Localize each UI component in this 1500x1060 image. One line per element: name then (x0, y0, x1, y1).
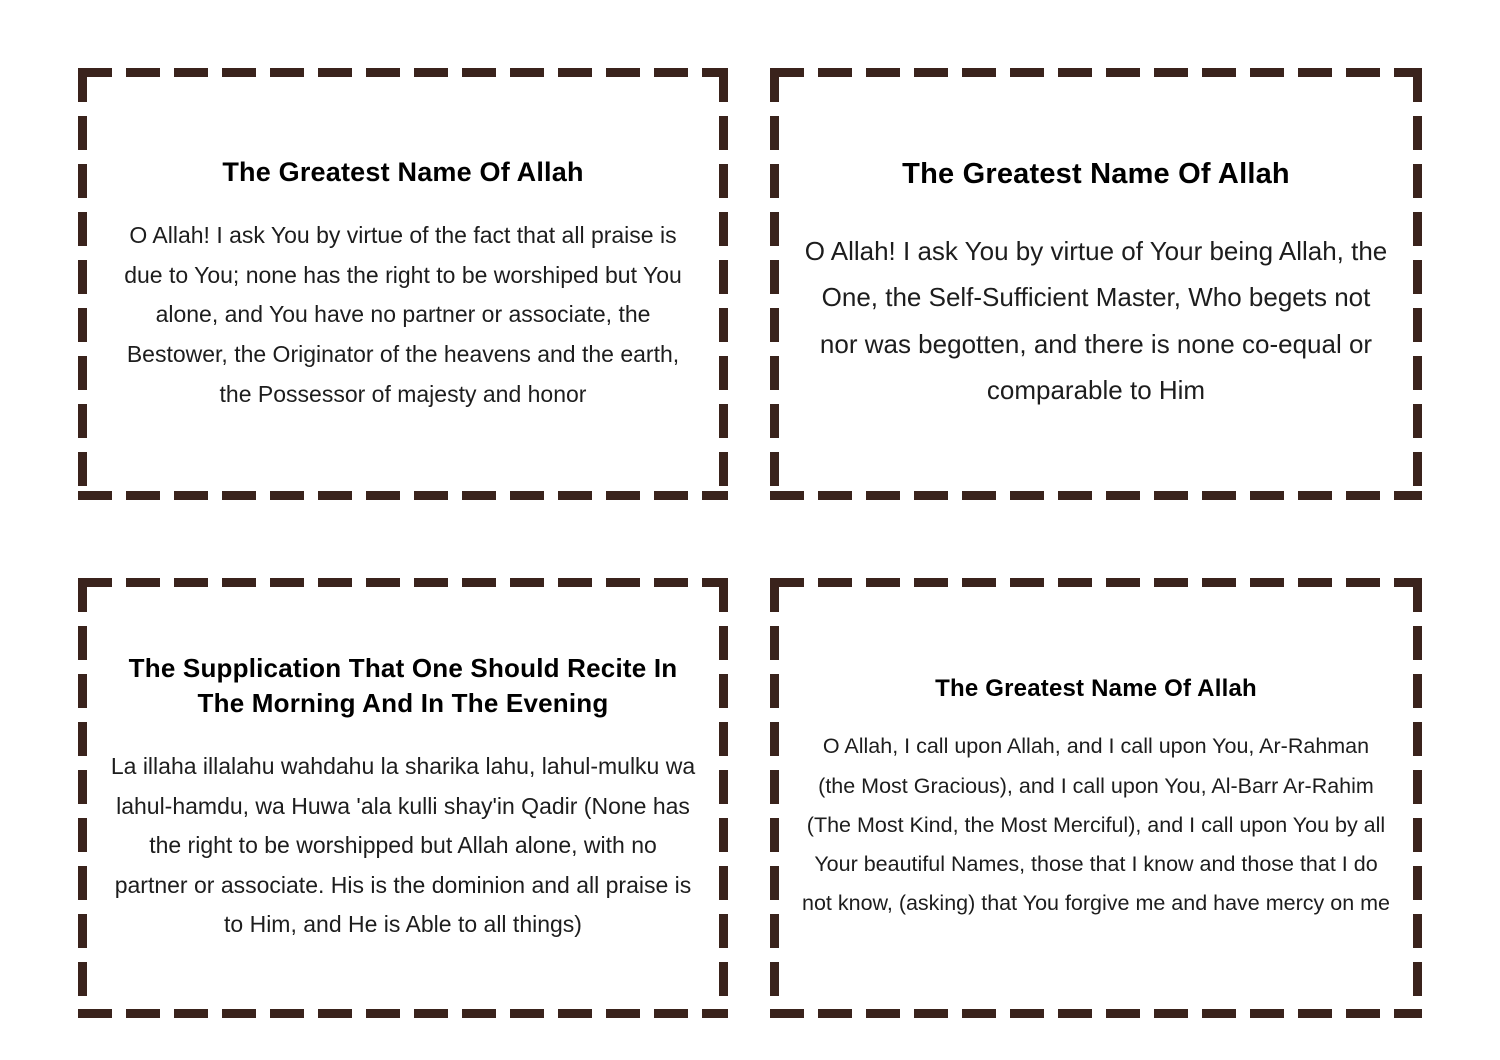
card-title: The Greatest Name Of Allah (222, 156, 584, 187)
dua-card-greatest-name-1 (78, 68, 728, 500)
dua-card-greatest-name-3 (770, 578, 1422, 1018)
card-body: La illaha illalahu wahdahu la sharika lahu, lahul-mulku wa lahul-hamdu, wa Huwa 'ala kulli shay'in Qadir (None has the right to be worshipped but Allah alone, with no partner or associate. His is the dominion and all praise is to Him, and He is Able to all things) (110, 753, 696, 938)
card-title: The Supplication That One Should Recite In The Morning And In The Evening (128, 653, 678, 719)
dua-card-greatest-name-2 (770, 68, 1422, 500)
card-body: O Allah! I ask You by virtue of the fact that all praise is due to You; none has the right to be worshiped but You alone, and You have no partner or associate, the Bestower, the Originator of the heavens and the earth, the Possessor of majesty and honor (124, 222, 682, 407)
card-body: O Allah, I call upon Allah, and I call upon You, Ar-Rahman (the Most Gracious), and I call upon You, Al-Barr Ar-Rahim (The Most Kind, the Most Merciful), and I call upon You by all Your beautiful Names, those that I know and those that I do not know, (asking) that You forgive me and have mercy on me (802, 734, 1390, 915)
dua-card-morning-evening-supplication (78, 578, 728, 1018)
card-title: The Greatest Name Of Allah (902, 157, 1290, 190)
card-title: The Greatest Name Of Allah (935, 674, 1257, 702)
card-body: O Allah! I ask You by virtue of Your being Allah, the One, the Self-Sufficient Master, Who begets not nor was begotten, and there is none co-equal or comparable to Him (804, 236, 1388, 405)
